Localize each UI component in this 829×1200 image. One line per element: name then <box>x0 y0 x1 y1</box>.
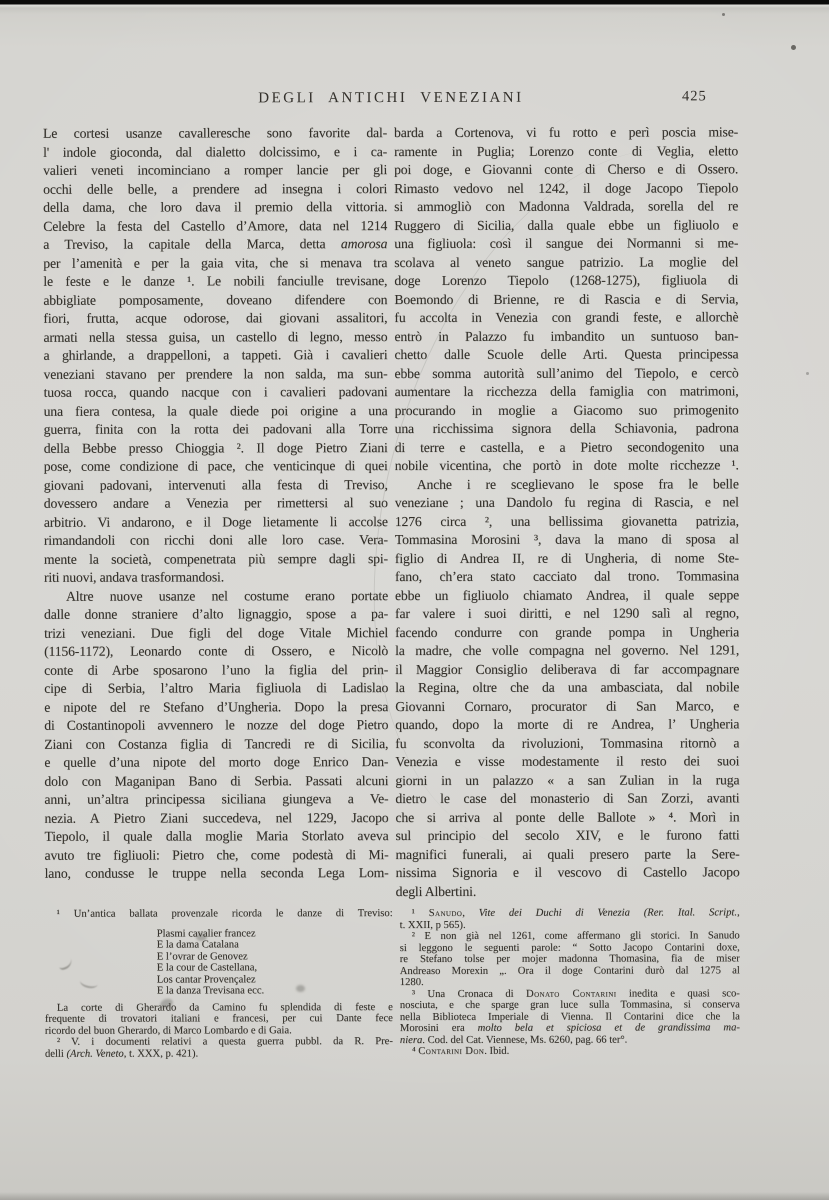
page-number: 425 <box>681 88 707 105</box>
text-line: Altre nuove usanze nel costume erano portate <box>65 587 389 604</box>
text-line: Plasmi cavalier francez <box>156 927 256 940</box>
text-line: l' indole gioconda, dal dialetto dolcissimo, e i ca- <box>43 143 388 160</box>
text-line: ² V. i documenti relativi a questa guerra pubbl. da R. Pre- <box>56 1036 393 1048</box>
text-line: Le cortesi usanze cavalleresche sono favorite dal- <box>43 125 388 141</box>
left-footnotes <box>45 908 393 1060</box>
text-line: niera. Cod. del Cat. Viennese, Ms. 6260, pag. 66 ter°. <box>399 1034 628 1046</box>
text-line: scolava al veneto sangue patrizio. La moglie del <box>394 253 739 270</box>
text-line: veneziani stavano per prendere la non salda, ma sun- <box>43 365 388 382</box>
text-line: dovessero andare a Venezia per rimettersi al suo <box>43 495 388 511</box>
text-line: far valere i suoi diritti, e nel 1290 salì al regno, <box>395 605 740 622</box>
text-line: si leggono le seguenti parole: “ Sotto Jacopo Contarini doxe, <box>399 941 740 954</box>
text-line: si ammogliò con Madonna Valdrada, sorella del re <box>394 198 739 215</box>
text-line: procurando in moglie a Giacomo suo primogenito <box>394 401 739 418</box>
italic-text: amorosa <box>340 236 388 252</box>
text-line: Los cantar Provençalez <box>156 973 256 986</box>
left-text-column <box>43 124 389 883</box>
text-line: di Costantinopoli avvennero le nozze del doge Pietro <box>44 717 389 733</box>
text-line: delli (Arch. Veneto, t. XXX, p. 421). <box>44 1047 199 1060</box>
text-line: guerra, finita con la rotta dei padovani alla Torre <box>43 421 388 437</box>
text-line: ramente in Puglia; Lorenzo conte di Veglia, eletto <box>394 142 739 159</box>
paragraph <box>43 124 388 587</box>
text-line: 1280. <box>399 976 424 989</box>
text-line: chetto dalle Scuole delle Arti. Questa principessa <box>394 346 739 363</box>
text-line: Ruggero di Sicilia, dalla quale ebbe un figliuolo e <box>394 216 739 233</box>
text-line: quando, dopo la morte di re Andrea, l’ Ungheria <box>395 716 740 733</box>
text-line: le feste e le danze ¹. Le nobili fanciulle trevisane, <box>43 273 388 289</box>
text-line: sul principio del secolo XIV, e le furono fatti <box>395 827 740 844</box>
text-line: ricordo del buon Gherardo, di Marco Lombardo e di Gaia. <box>44 1024 292 1037</box>
text-line: rimandandoli con ricchi doni alle loro case. Vera- <box>43 532 388 548</box>
text-line: per l’amenità e per la gaia vita, che si menava tra <box>43 254 388 271</box>
text-line: e quelle d’una nipote del morto doge Enrico Dan- <box>44 754 389 770</box>
text-line: anni, un’altra principessa siciliana giungeva a Ve- <box>44 791 389 807</box>
footnote-verse <box>157 928 393 997</box>
text-line: una figliuola: così il sangue dei Normanni si me- <box>394 235 739 252</box>
text-line: Tommasina Morosini ³, dava la mano di sposa al <box>394 531 739 548</box>
text-line: Venezia e visse modestamente il resto dei suoi <box>395 753 740 770</box>
text-line: armati nella stessa guisa, un castello di legno, messo <box>43 328 388 345</box>
text-line: a ghirlande, a drappelloni, a tappeti. Già i cavalieri <box>43 347 388 363</box>
text-line: Boemondo di Brienne, re di Rascia e di Servia, <box>394 290 739 307</box>
scan-bottom-edge <box>0 1192 829 1200</box>
small-caps-text: Contarini Don <box>418 1045 485 1057</box>
text-line: il Maggior Consiglio deliberava di far accompagnare <box>395 660 740 677</box>
text-line: una fiera contesa, la quale diede poi origine a una <box>43 402 388 419</box>
text-line: Ziani con Costanza figlia di Tancredi re di Sicilia, <box>44 735 389 752</box>
text-line: Andreaso Morexin „. Ora il doge Contarini durò dal 1275 al <box>399 964 740 977</box>
text-line: fano, ch’era stato cacciato dal trono. Tommasina <box>394 568 739 585</box>
text-line: e nipote del re Stefano d’Ungheria. Dopo la presa <box>44 698 389 715</box>
text-line: Celebre la festa del Castello d’Amore, data nel 1214 <box>43 217 388 234</box>
text-line: avuto tre figliuoli: Pietro che, come podestà di Mi- <box>44 846 389 863</box>
text-line: una ricchissima signora della Schiavonia, padrona <box>394 420 739 437</box>
text-line: degli Albertini. <box>395 883 477 899</box>
text-line: ebbe somma autorità sull’animo del Tiepolo, e cercò <box>394 364 739 381</box>
paragraph <box>400 907 740 931</box>
text-line: Rimasto vedovo nel 1242, il doge Jacopo Tiepolo <box>394 179 739 196</box>
paragraph <box>45 1036 393 1060</box>
small-caps-text: Donato Contarini <box>526 988 617 1000</box>
text-line: poi doge, e Giovanni conte di Cherso e di Ossero. <box>394 161 739 178</box>
text-line: mente la società, compenetrata più sempre dagli spi- <box>43 550 388 567</box>
italic-text: molto bela et spiciosa et de grandissima ma- <box>477 1022 740 1034</box>
text-line: E l’ovrar de Genovez <box>156 950 248 963</box>
text-line: dietro le case del monasterio di San Zorzi, avanti <box>395 790 740 807</box>
running-title: DEGLI ANTICHI VENEZIANI <box>258 89 524 107</box>
text-line: trizi veneziani. Due figli del doge Vitale Michiel <box>44 624 389 641</box>
text-line: barda a Cortenova, vi fu rotto e perì poscia mise- <box>394 124 739 141</box>
text-line: nella Biblioteca Imperiale di Vienna. Il Contarini dice che la <box>399 1010 740 1023</box>
text-line: arbitrio. Vi andarono, e il Doge lietamente li accolse <box>43 513 388 530</box>
text-line: E la cour de Castellana, <box>156 962 258 974</box>
text-line: doge Lorenzo Tiepolo (1268-1275), figliuola di <box>394 272 739 289</box>
text-line: nosciuta, e che sparge gran luce sulla Tommasina, si conserva <box>399 999 740 1012</box>
text-line: La corte di Gherardo da Camino fu splendida di feste e <box>56 1001 393 1014</box>
text-line: ³ Una Cronaca di Donato Contarini inedita e quasi sco- <box>411 987 740 1000</box>
right-text-column <box>394 123 740 901</box>
text-line: aumentare la ricchezza della famiglia con matrimoni, <box>394 383 739 400</box>
text-line: ¹ Sanudo, Vite dei Duchi di Venezia (Rer. Ital. Script., <box>411 907 740 920</box>
text-line: 1276 circa ², una bellissima giovanetta patrizia, <box>394 512 739 529</box>
text-line: la Regina, oltre che da una ambasciata, dal nobile <box>395 679 740 696</box>
text-line: che si arriva al ponte delle Ballote » ⁴. Morì in <box>395 808 740 825</box>
text-line: magnifici funerali, ai quali presero parte la Sere- <box>395 845 740 862</box>
paragraph <box>45 908 393 920</box>
text-line: (1156-1172), Leonardo conte di Ossero, e Nicolò <box>44 643 389 659</box>
text-line: giovani padovani, intervenuti alla festa di Treviso, <box>43 476 388 493</box>
text-line: nezia. A Pietro Ziani succedeva, nel 1229, Jacopo <box>44 809 389 826</box>
scan-top-edge <box>0 0 829 14</box>
italic-text: (Arch. Veneto <box>66 1048 124 1060</box>
text-line: Tiepolo, il quale dalla moglie Maria Storlato aveva <box>44 828 389 844</box>
text-line: nobile vicentina, che portò in dote molte ricchezze ¹. <box>394 457 739 474</box>
text-line: cipe di Serbia, l’altro Maria figliuola di Ladislao <box>44 680 389 696</box>
paragraph <box>400 988 740 1046</box>
text-line: fu sconvolta da rivoluzioni, Tommasina ritornò a <box>395 734 740 751</box>
text-line: riti nuovi, andava trasformandosi. <box>43 569 224 585</box>
paragraph <box>400 930 740 988</box>
text-line: ² E non già nel 1261, come affermano gli storici. In Sanudo <box>411 930 740 943</box>
text-line: ¹ Un’antica ballata provenzale ricorda le danze di Treviso: <box>56 908 393 920</box>
text-line: dalle donne straniere d’alto lignaggio, spose a pa- <box>44 606 389 622</box>
text-line: occhi delle belle, a prendere ad insegna i colori <box>43 180 388 197</box>
text-line: fiori, frutta, acque odorose, dai giovani assalitori, <box>43 310 388 326</box>
text-line: facendo condurre con grande pompa in Ungheria <box>395 623 740 640</box>
text-line: dolo con Maganipan Bano di Serbia. Passati alcuni <box>44 772 389 789</box>
paragraph <box>45 1002 393 1037</box>
italic-text: niera <box>399 1034 423 1046</box>
text-line: frequente di trovatori italiani e francesi, per cui Dante fece <box>44 1013 393 1025</box>
text-line: nissima Signoria e il vescovo di Castello Jacopo <box>395 864 740 881</box>
text-line: di terre e castella, e a Pietro secondogenito una <box>394 438 739 455</box>
text-line: giorni in un palazzo « a san Zulian in la ruga <box>395 771 740 788</box>
text-line: ⁴ Contarini Don. Ibid. <box>411 1045 510 1058</box>
text-line: entrò in Palazzo fu imbandito un suntuoso ban- <box>394 327 739 344</box>
text-line: t. XXII, p 565). <box>399 919 466 931</box>
small-caps-text: Sanudo <box>428 907 463 919</box>
paragraph <box>395 475 740 901</box>
text-line: Giovanni Cornaro, procurator di San Marco, e <box>395 697 740 714</box>
text-line: E la dama Catalana <box>156 939 239 951</box>
text-line: valieri veneti incominciano a romper lancie per gli <box>43 162 388 178</box>
text-line: Morosini era molto bela et spiciosa et de grandissima ma- <box>399 1022 740 1035</box>
text-line: re Stefano tolse per mojer madonna Thomasina, fia de miser <box>399 953 740 966</box>
text-line: la madre, che volle compagna nel governo. Nel 1291, <box>395 642 740 659</box>
paragraph <box>394 123 739 475</box>
italic-text: Vite dei Duchi di Venezia (Rer. Ital. Script., <box>478 907 740 919</box>
text-line: della dama, che loro dava il premio della vittoria. <box>43 199 388 215</box>
text-line: conte di Arbe sposarono l’uno la figlia del prin- <box>44 661 389 678</box>
text-line: lano, condusse le truppe nella seconda Lega Lom- <box>44 865 389 881</box>
text-line: veneziane ; una Dandolo fu regina di Rascia, e nel <box>394 494 739 511</box>
text-line: pose, come condizione di pace, che venticinque di quei <box>43 458 388 474</box>
text-line: figlio di Andrea II, re di Ungheria, di nome Ste- <box>394 549 739 566</box>
text-line: a Treviso, la capitale della Marca, detta amorosa <box>43 236 388 252</box>
paragraph <box>400 1045 740 1057</box>
text-line: della Bebbe presso Chioggia ². Il doge Pietro Ziani <box>43 439 388 456</box>
text-line: E la danza Trevisana ecc. <box>156 985 265 997</box>
right-footnotes <box>400 907 740 1057</box>
paragraph <box>44 587 389 884</box>
text-line: ebbe un figliuolo chiamato Andrea, il quale seppe <box>394 586 740 603</box>
text-line: Anche i re sceglievano le spose fra le belle <box>416 475 739 492</box>
text-line: abbigliate pomposamente, doveano difendere con <box>43 291 388 308</box>
text-line: tuosa rocca, quando nacque con i cavalieri padovani <box>43 384 388 400</box>
text-line: fu accolta in Venezia con grandi feste, e allorchè <box>394 309 739 326</box>
